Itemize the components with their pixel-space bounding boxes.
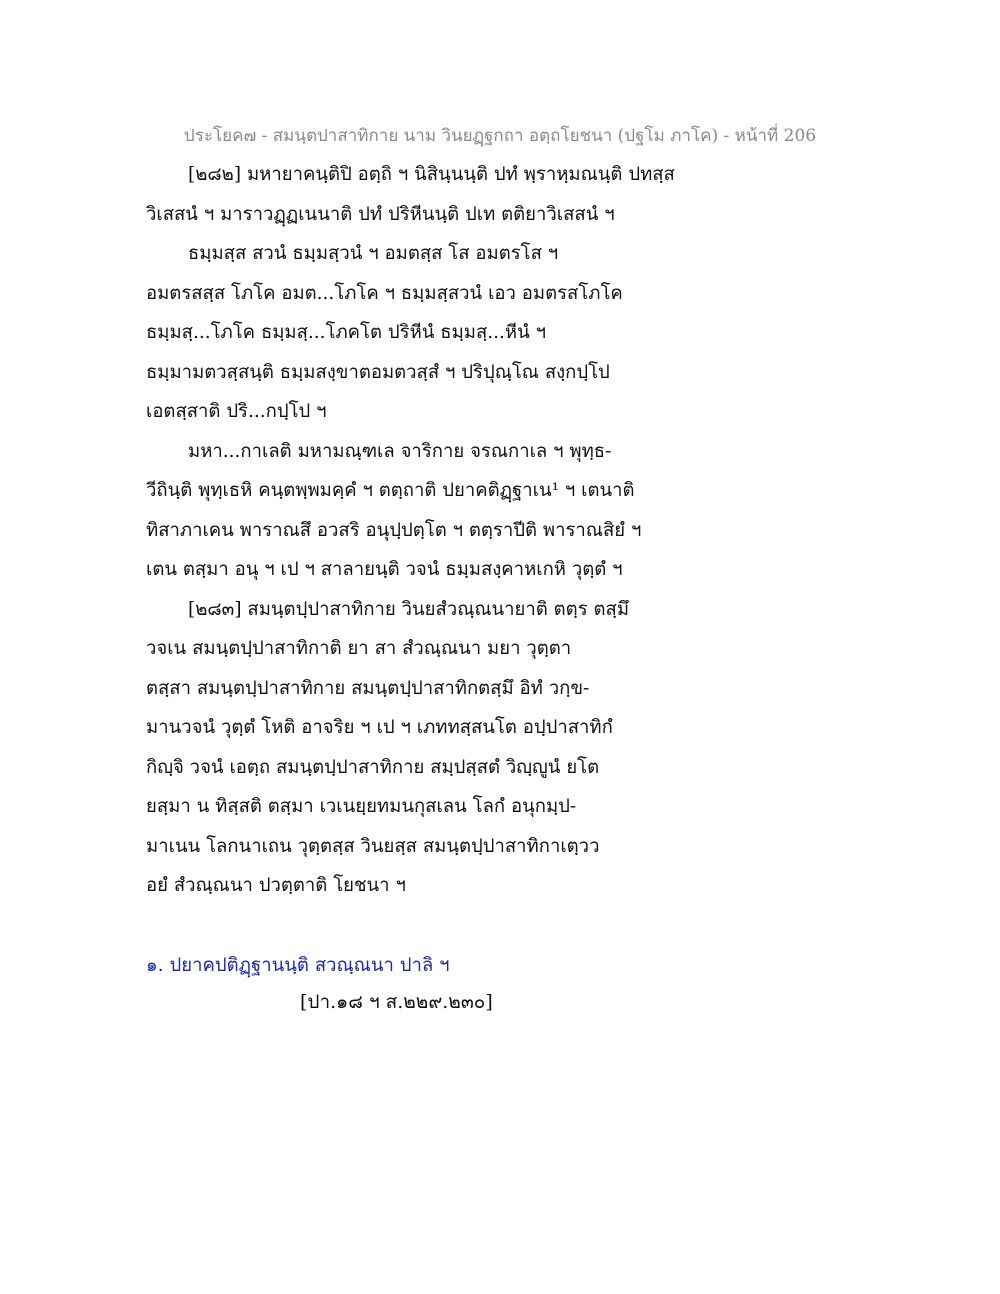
footnote: ๑. ปยาคปติฏฺฐานนฺติ สวณฺณนา ปาลิ ฯ [146, 955, 450, 976]
page-header [0, 122, 1000, 149]
body-text [146, 155, 706, 906]
text-line: อมตรสสฺส โภโค อมต...โภโค ฯ ธมฺมสฺสวนํ เอว อมตรสโภโค [146, 282, 623, 304]
text-line: ธมฺมสฺส สวนํ ธมฺมสฺวนํ ฯ อมตสฺส โส อมตรโส ฯ [188, 243, 559, 264]
text-line: ตสฺสา สมนฺตปฺปาสาทิกาย สมนฺตปฺปาสาทิกตสฺมึ อิทํ วกฺข- [146, 677, 590, 699]
text-line: ยสฺมา น ทิสฺสติ ตสฺมา เวเนยฺยทมนกุสเลน โลกํ อนุกมฺป- [146, 796, 577, 817]
text-line: วิเสสนํ ฯ มาราวฏฺฏเนนาติ ปทํ ปริหีนนฺติ ปเท ตติยาวิเสสนํ ฯ [146, 203, 615, 225]
text-line: มหา...กาเลติ มหามณฺฑเล จาริกาย จรณกาเล ฯ พุทฺธ- [188, 440, 612, 462]
page-reference: [ปา.๑๘ ฯ ส.๒๒๙.๒๓๐] [300, 991, 493, 1013]
text-line: มานวจนํ วุตฺตํ โหติ อาจริย ฯ เป ฯ เภททสฺสนโต อปฺปาสาทิกํ [146, 717, 613, 738]
text-line: วจเน สมนฺตปฺปาสาทิกาติ ยา สา สํวณฺณนา มยา วุตฺตา [146, 638, 572, 659]
text-line: [๒๘๓] สมนฺตปฺปาสาทิกาย วินยสํวณฺณนายาติ ตตฺร ตสฺมึ [188, 598, 630, 620]
text-line: ธมฺมามตวสฺสนฺติ ธมฺมสงฺขาตอมตวสฺสํ ฯ ปริปุณฺโณ สงฺกปฺโป [146, 361, 610, 383]
text-line: กิญฺจิ วจนํ เอตฺถ สมนฺตปฺปาสาทิกาย สมฺปสฺสตํ วิญฺญูนํ ยโต [146, 756, 600, 778]
text-line: ธมฺมสฺ...โภโค ธมฺมสฺ...โภคโต ปริหีนํ ธมฺมสฺ...หีนํ ฯ [146, 322, 547, 343]
text-line: ทิสาภาเคน พาราณสึ อวสริ อนุปฺปตฺโต ฯ ตตฺราปีติ พาราณสิยํ ฯ [146, 519, 642, 541]
text-line: วีถินฺติ พุทฺเธหิ คนฺตพฺพมคฺคํ ฯ ตตฺถาติ ปยาคติฏฺฐาเน¹ ฯ เตนาติ [146, 480, 635, 501]
page-header-text: ประโยค๗ - สมนฺตปาสาทิกาย นาม วินยฏฺฐกถา อตฺถโยชนา (ปฐโม ภาโค) - หน้าที่ 206 [183, 126, 817, 146]
text-line: อยํ สํวณฺณนา ปวตฺตาติ โยชนา ฯ [146, 875, 406, 896]
text-line: [๒๘๒] มหายาคนฺติปิ อตฺถิ ฯ นิสินฺนนฺติ ปทํ พฺราหฺมณนฺติ ปทสฺส [188, 164, 675, 185]
text-line: มาเนน โลกนาเถน วุตฺตสฺส วินยสฺส สมนฺตปฺปาสาทิกาเตฺวว [146, 835, 600, 857]
text-line: เอตสฺสาติ ปริ...กปฺโป ฯ [146, 401, 327, 422]
text-line: เตน ตสฺมา อนุ ฯ เป ฯ สาลายนฺติ วจนํ ธมฺมสงฺคาหเกหิ วุตฺตํ ฯ [146, 559, 623, 580]
